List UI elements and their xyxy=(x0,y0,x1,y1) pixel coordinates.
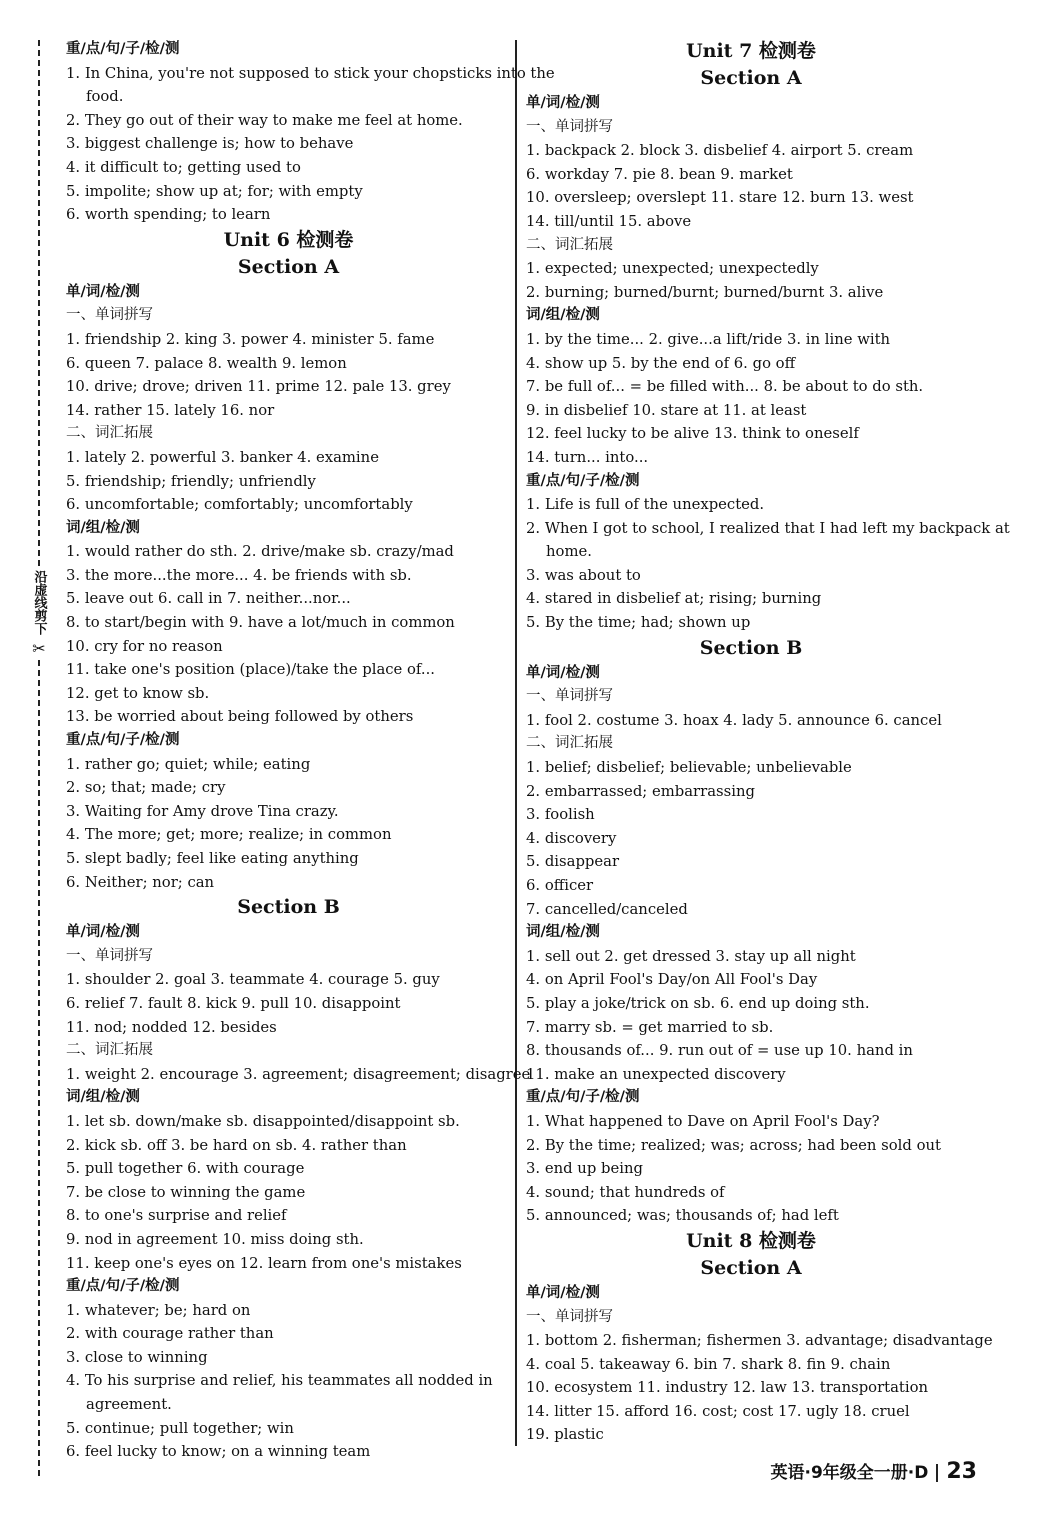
answer-line: 6. queen 7. palace 8. wealth 9. lemon xyxy=(66,354,347,372)
cut-label-text: 沿虚线剪下 xyxy=(31,570,47,635)
answer-line: 10. ecosystem 11. industry 12. law 13. transportation xyxy=(526,1379,929,1397)
answer-line: 7. be full of... = be filled with... 8. be about to do sth. xyxy=(526,378,924,396)
answer-line: 1. would rather do sth. 2. drive/make sb. crazy/mad xyxy=(66,543,454,561)
answer-line: 10. oversleep; overslept 11. stare 12. burn 13. west xyxy=(526,189,914,207)
footer-subject: 英语·9年级全一册· xyxy=(770,1463,915,1483)
answer-line: 6. feel lucky to know; on a winning team xyxy=(66,1443,371,1461)
answer-line: 5. continue; pull together; win xyxy=(66,1419,294,1437)
answer-line: 4. The more; get; more; realize; in common xyxy=(66,826,392,844)
answer-line: 13. be worried about being followed by others xyxy=(66,708,414,726)
answer-line: 5. pull together 6. with courage xyxy=(66,1160,305,1178)
answer-line: 1. Life is full of the unexpected. xyxy=(526,496,765,514)
answer-line: 3. foolish xyxy=(526,806,595,824)
answer-line: 7. be close to winning the game xyxy=(66,1183,306,1201)
answer-line: 6. uncomfortable; comfortably; uncomfortably xyxy=(66,496,413,514)
answer-line: 12. get to know sb. xyxy=(66,684,210,702)
category-heading: 重/点/句/子/检/测 xyxy=(66,41,180,57)
answer-line: 1. shoulder 2. goal 3. teammate 4. courage 5. guy xyxy=(66,971,440,989)
answer-line: 5. disappear xyxy=(526,853,620,871)
sub-heading: 二、词汇拓展 xyxy=(66,425,153,442)
answer-line: 11. keep one's eyes on 12. learn from one's mistakes xyxy=(66,1254,462,1272)
answer-line: 1. What happened to Dave on April Fool's Day? xyxy=(526,1112,880,1130)
category-heading: 单/词/检/测 xyxy=(66,924,140,941)
answer-line: 4. show up 5. by the end of 6. go off xyxy=(526,354,796,372)
sub-heading: 一、单词拼写 xyxy=(526,118,613,135)
answer-line: 4. To his surprise and relief, his teammates all nodded in xyxy=(66,1372,493,1390)
answer-line: 1. In China, you're not supposed to stick your chopsticks into the xyxy=(66,64,555,82)
answer-line: 7. cancelled/canceled xyxy=(526,900,688,918)
answer-line: 9. in disbelief 10. stare at 11. at least xyxy=(526,401,807,419)
sub-heading: 一、单词拼写 xyxy=(526,688,613,705)
answer-line: 3. the more...the more... 4. be friends with sb. xyxy=(66,566,412,584)
category-heading: 单/词/检/测 xyxy=(526,1284,600,1301)
sub-heading: 一、单词拼写 xyxy=(66,947,153,964)
answer-line: 14. till/until 15. above xyxy=(526,212,692,230)
left-column xyxy=(66,38,555,1464)
answer-line: 8. to start/begin with 9. have a lot/much in common xyxy=(66,614,455,632)
answer-line: 2. so; that; made; cry xyxy=(66,779,226,797)
answer-line: 2. When I got to school, I realized that I had left my backpack at xyxy=(526,519,1010,537)
answer-line: 14. rather 15. lately 16. nor xyxy=(66,401,275,419)
answer-line: 1. bottom 2. fisherman; fishermen 3. advantage; disadvantage xyxy=(526,1332,993,1350)
answer-line: 5. impolite; show up at; for; with empty xyxy=(66,182,363,200)
section-heading: Section B xyxy=(699,636,803,659)
sub-heading: 二、词汇拓展 xyxy=(526,735,613,752)
answer-line: 5. play a joke/trick on sb. 6. end up doing sth. xyxy=(526,994,870,1012)
answer-line: 8. to one's surprise and relief xyxy=(66,1207,287,1225)
answer-line: 5. announced; was; thousands of; had left xyxy=(526,1207,839,1225)
answer-line: 1. rather go; quiet; while; eating xyxy=(66,755,311,773)
section-heading: Unit 7 检测卷 xyxy=(686,40,816,62)
answer-continuation: agreement. xyxy=(86,1396,172,1414)
answer-continuation: food. xyxy=(86,88,124,106)
section-heading: Section A xyxy=(700,67,802,89)
answer-line: 9. nod in agreement 10. miss doing sth. xyxy=(66,1230,364,1248)
scissors-icon: ✂ xyxy=(32,639,46,658)
category-heading: 词/组/检/测 xyxy=(66,519,140,536)
answer-line: 2. kick sb. off 3. be hard on sb. 4. rather than xyxy=(66,1136,407,1154)
section-heading: Unit 6 检测卷 xyxy=(223,228,354,251)
category-heading: 词/组/检/测 xyxy=(526,307,600,324)
right-column xyxy=(526,38,1010,1447)
footer-bar xyxy=(936,1464,938,1482)
answer-line: 1. backpack 2. block 3. disbelief 4. airport 5. cream xyxy=(526,142,914,160)
sub-heading: 二、词汇拓展 xyxy=(66,1042,153,1059)
answer-line: 1. weight 2. encourage 3. agreement; disagreement; disagree xyxy=(66,1065,531,1083)
answer-line: 3. close to winning xyxy=(66,1348,208,1366)
answer-line: 3. biggest challenge is; how to behave xyxy=(66,135,354,153)
category-heading: 单/词/检/测 xyxy=(66,283,140,300)
page-footer xyxy=(771,1458,978,1484)
category-heading: 单/词/检/测 xyxy=(526,95,600,111)
answer-line: 2. They go out of their way to make me feel at home. xyxy=(66,111,463,129)
category-heading: 重/点/句/子/检/测 xyxy=(66,1278,180,1295)
answer-continuation: home. xyxy=(546,543,592,561)
answer-line: 19. plastic xyxy=(526,1426,604,1444)
answer-line: 6. workday 7. pie 8. bean 9. market xyxy=(526,165,793,183)
answer-line: 2. By the time; realized; was; across; had been sold out xyxy=(526,1136,941,1154)
answer-line: 6. relief 7. fault 8. kick 9. pull 10. disappoint xyxy=(66,994,401,1012)
answer-line: 5. slept badly; feel like eating anything xyxy=(66,850,359,867)
sub-heading: 二、词汇拓展 xyxy=(526,236,613,253)
answer-line: 2. embarrassed; embarrassing xyxy=(526,782,755,800)
answer-line: 3. was about to xyxy=(526,566,641,584)
cut-label xyxy=(28,566,50,660)
answer-line: 14. turn... into... xyxy=(526,448,649,466)
category-heading: 单/词/检/测 xyxy=(526,664,600,681)
answer-line: 1. lately 2. powerful 3. banker 4. examine xyxy=(66,448,379,466)
answer-line: 8. thousands of... 9. run out of = use up 10. hand in xyxy=(526,1042,913,1060)
answer-line: 14. litter 15. afford 16. cost; cost 17. ugly 18. cruel xyxy=(526,1402,910,1420)
category-heading: 重/点/句/子/检/测 xyxy=(66,732,180,749)
answer-line: 6. officer xyxy=(526,877,594,894)
column-divider xyxy=(515,40,517,1446)
answer-line: 5. By the time; had; shown up xyxy=(526,614,751,632)
answer-line: 4. sound; that hundreds of xyxy=(526,1183,725,1201)
answer-line: 1. fool 2. costume 3. hoax 4. lady 5. announce 6. cancel xyxy=(526,711,942,729)
category-heading: 词/组/检/测 xyxy=(526,924,600,941)
answer-line: 2. with courage rather than xyxy=(66,1325,274,1343)
answer-line: 6. Neither; nor; can xyxy=(66,873,215,891)
answer-line: 1. let sb. down/make sb. disappointed/disappoint sb. xyxy=(66,1112,460,1130)
answer-line: 1. expected; unexpected; unexpectedly xyxy=(526,260,819,278)
section-heading: Section A xyxy=(700,1256,802,1279)
sub-heading: 一、单词拼写 xyxy=(66,307,153,324)
answer-line: 4. stared in disbelief at; rising; burning xyxy=(526,590,822,608)
category-heading: 重/点/句/子/检/测 xyxy=(526,1089,640,1106)
answer-line: 1. friendship 2. king 3. power 4. minister 5. fame xyxy=(66,330,435,348)
category-heading: 词/组/检/测 xyxy=(66,1089,140,1106)
answer-line: 10. drive; drove; driven 11. prime 12. pale 13. grey xyxy=(66,378,451,396)
answer-line: 7. marry sb. = get married to sb. xyxy=(526,1018,774,1036)
answer-line: 1. whatever; be; hard on xyxy=(66,1301,251,1319)
footer-mark: D xyxy=(914,1463,929,1483)
category-heading: 重/点/句/子/检/测 xyxy=(526,472,640,489)
sub-heading: 一、单词拼写 xyxy=(526,1308,613,1325)
answer-line: 5. friendship; friendly; unfriendly xyxy=(66,472,316,490)
answer-line: 1. by the time... 2. give...a lift/ride 3. in line with xyxy=(526,330,891,348)
section-heading: Section B xyxy=(237,896,340,919)
answer-line: 12. feel lucky to be alive 13. think to oneself xyxy=(526,425,859,443)
answer-line: 4. it difficult to; getting used to xyxy=(66,158,301,176)
page-number: 23 xyxy=(946,1459,977,1484)
answer-line: 10. cry for no reason xyxy=(66,637,223,655)
answer-line: 4. on April Fool's Day/on All Fool's Day xyxy=(526,971,818,989)
answer-line: 11. make an unexpected discovery xyxy=(526,1065,786,1083)
answer-line: 6. worth spending; to learn xyxy=(66,206,271,224)
cut-line xyxy=(38,40,40,1476)
answer-line: 2. burning; burned/burnt; burned/burnt 3. alive xyxy=(526,283,884,301)
answer-line: 3. end up being xyxy=(526,1160,643,1178)
answer-line: 11. take one's position (place)/take the place of... xyxy=(66,661,435,679)
answer-line: 4. coal 5. takeaway 6. bin 7. shark 8. fin 9. chain xyxy=(526,1355,891,1373)
answer-line: 11. nod; nodded 12. besides xyxy=(66,1018,277,1036)
answer-line: 3. Waiting for Amy drove Tina crazy. xyxy=(66,802,339,820)
answer-line: 5. leave out 6. call in 7. neither...nor... xyxy=(66,590,351,608)
answer-line: 1. sell out 2. get dressed 3. stay up all night xyxy=(526,947,856,965)
section-heading: Unit 8 检测卷 xyxy=(686,1229,816,1252)
section-heading: Section A xyxy=(237,255,340,278)
answer-line: 1. belief; disbelief; believable; unbelievable xyxy=(526,759,852,777)
answer-line: 4. discovery xyxy=(526,829,617,847)
